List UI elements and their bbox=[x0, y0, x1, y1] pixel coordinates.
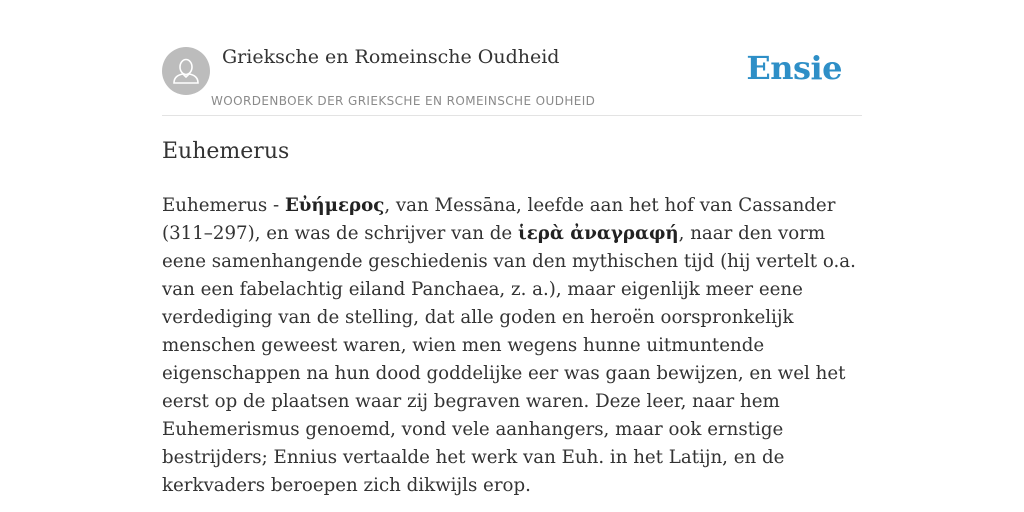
body-text-part: Euhemerus - bbox=[162, 195, 285, 216]
source-name-link[interactable]: Grieksche en Romeinsche Oudheid bbox=[222, 46, 560, 68]
ensie-logo[interactable]: Ensie bbox=[746, 49, 842, 87]
source-subtitle: WOORDENBOEK DER GRIEKSCHE EN ROMEINSCHE OUDHEID bbox=[211, 94, 596, 108]
greek-name: Εὐήμερος bbox=[284, 195, 385, 216]
entry-body bbox=[162, 192, 862, 500]
body-text-part: , van Messāna, leefde aan het hof van Cassander (311–297), en was de schrijver van de bbox=[162, 195, 836, 244]
greek-work-title: ἱερὰ ἀναγραφή bbox=[517, 223, 679, 244]
body-text-part: , naar den vorm eene samenhangende geschiedenis van den mythischen tijd (hij vertelt o.a. van een fabelachtig eiland Panchaea, z. a.), maar eigenlijk meer eene verdediging van de stelling, dat alle goden en heroën oorspronkelijk menschen geweest waren, wien men wegens hunne uitmuntende eigenschappen na hun dood goddelijke eer was gaan bewijzen, en wel het eerst op de plaatsen waar zij begraven waren. Deze leer, naar hem Euhemerismus genoemd, vond vele aanhangers, maar ook ernstige bestrijders; Ennius vertaalde het werk van Euh. in het Latijn, en de kerkvaders beroepen zich dikwijls erop. bbox=[162, 223, 856, 496]
user-silhouette-icon[interactable] bbox=[162, 47, 210, 95]
source-header bbox=[162, 44, 862, 116]
entry-title: Euhemerus bbox=[162, 139, 290, 164]
